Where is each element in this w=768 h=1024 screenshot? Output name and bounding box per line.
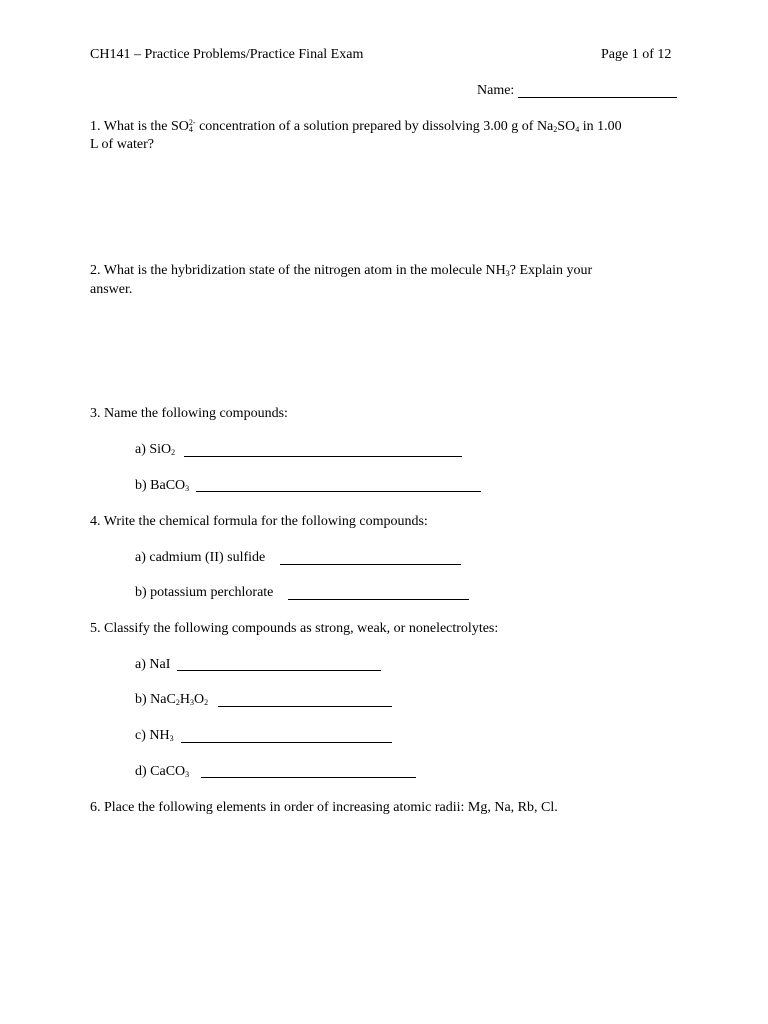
question-3-prompt: 3. Name the following compounds: <box>90 406 288 421</box>
question-5c-answer-line[interactable] <box>181 742 392 743</box>
question-4a-answer-line[interactable] <box>280 564 461 565</box>
question-5d-label: d) CaCO$_3$ <box>135 764 190 779</box>
question-5-prompt: 5. Classify the following compounds as strong, weak, or nonelectrolytes: <box>90 621 499 636</box>
question-4-prompt: 4. Write the chemical formula for the following compounds: <box>90 514 428 529</box>
name-label: Name: <box>477 83 515 98</box>
question-2-line-1: 2. What is the hybridization state of the nitrogen atom in the molecule $NH_3$? Explain your <box>90 263 593 278</box>
question-5d-answer-line[interactable] <box>201 777 416 778</box>
question-3b-answer-line[interactable] <box>196 491 481 492</box>
question-4b-label: b) potassium perchlorate <box>135 585 274 600</box>
question-5a-answer-line[interactable] <box>177 670 381 671</box>
question-3a-answer-line[interactable] <box>184 456 462 457</box>
name-answer-line[interactable] <box>518 97 677 98</box>
question-1-line-2: L of water? <box>90 137 154 152</box>
question-3b-label: b) BaCO$_3$ <box>135 478 190 493</box>
question-5b-label: b) $NaC_2H_3O_2$ <box>135 692 209 707</box>
course-title: CH141 – Practice Problems/Practice Final Exam <box>90 47 364 62</box>
question-6-prompt: 6. Place the following elements in order of increasing atomic radii: Mg, Na, Rb, Cl. <box>90 800 558 815</box>
question-3a-label: a) SiO$_2$ <box>135 442 176 457</box>
question-5b-answer-line[interactable] <box>218 706 392 707</box>
question-4b-answer-line[interactable] <box>288 599 469 600</box>
question-2-line-2: answer. <box>90 282 133 297</box>
question-5a-label: a) NaI <box>135 657 171 672</box>
page-number: Page 1 of 12 <box>601 47 672 62</box>
question-4a-label: a) cadmium (II) sulfide <box>135 550 266 565</box>
question-1-line-1: 1. What is the $SO_4^{2-}$ concentration of a solution prepared by dissolving 3.00 g of $Na_2SO_4$ in 1.00 <box>90 118 622 134</box>
question-5c-label: c) $NH_3$ <box>135 728 174 743</box>
